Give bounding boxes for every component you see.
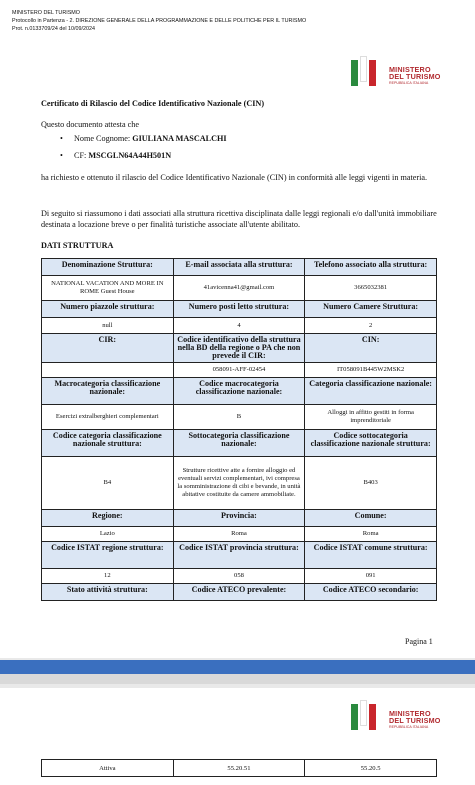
table-header-cell: Sottocategoria classificazione nazionale: [173, 430, 305, 457]
page-separator [0, 660, 475, 674]
table-cell: Attiva [42, 760, 174, 777]
table-header-row [42, 259, 437, 276]
table-cell: 3665032381 [305, 276, 437, 301]
table-cell: Strutture ricettive atte a fornire alloggio ed eventuali servizi complementari, ivi compresa la somministrazione di cibi e bevande, in unità abitative costituite da camere ammobiliate. [173, 457, 305, 510]
table-header-cell: Codice macrocategoria classificazione nazionale: [173, 378, 305, 405]
table-row [42, 405, 437, 430]
table-cell: Roma [305, 527, 437, 542]
table-header-cell: Provincia: [173, 510, 305, 527]
table-header-cell: Codice sottocategoria classificazione nazionale struttura: [305, 430, 437, 457]
table-row [42, 760, 437, 777]
table-cell: 55.20.5 [305, 760, 437, 777]
table-header-cell: Codice ATECO secondario: [305, 584, 437, 601]
table-row [42, 569, 437, 584]
table-header-cell: Numero posti letto struttura: [173, 301, 305, 318]
table-header-row [42, 430, 437, 457]
table-cell: 12 [42, 569, 174, 584]
table-header-cell: Numero Camere Struttura: [305, 301, 437, 318]
name-label: Nome Cognome: [74, 134, 131, 143]
page-gap [0, 674, 475, 684]
structure-table-continued [41, 759, 437, 777]
table-header-cell: CIN: [305, 334, 437, 363]
table-header-row [42, 334, 437, 363]
table-header-row [42, 584, 437, 601]
structure-data-table [41, 258, 437, 601]
header-protocol: Protocollo in Partenza - 2. DIREZIONE GENERALE DELLA PROGRAMMAZIONE E DELLE POLITICHE PER IL TURISMO [12, 18, 307, 24]
paragraph-1: ha richiesto e ottenuto il rilascio del Codice Identificativo Nazionale (CIN) in conformità alle leggi vigenti in materia. [41, 173, 428, 182]
table-header-cell: Codice ISTAT provincia struttura: [173, 542, 305, 569]
table-cell: B [173, 405, 305, 430]
table-header-cell: Telefono associato alla struttura: [305, 259, 437, 276]
table-header-cell: Codice categoria classificazione nazionale struttura: [42, 430, 174, 457]
table-cell: 55.20.51 [173, 760, 305, 777]
paragraph-2: Di seguito si riassumono i dati associati alla struttura ricettiva disciplinata dalle leggi regionali e/o dall'unità immobiliare destinata a locazione breve o per finalità turistiche associate all'utente abilitato. [41, 209, 437, 229]
protocol-header [12, 9, 306, 33]
table-row [42, 276, 437, 301]
table-cell: 4 [173, 318, 305, 334]
table-cell [42, 363, 174, 378]
name-bullet: • Nome Cognome: GIULIANA MASCALCHI [60, 134, 227, 143]
table-header-cell: Codice identificativo della struttura nella BD della regione o PA che non prevede il CIR: [173, 334, 305, 363]
header-number: Prot. n.0133709/24 del 10/09/2024 [12, 26, 96, 32]
table-cell: 058 [173, 569, 305, 584]
table-header-cell: Denominazione Struttura: [42, 259, 174, 276]
table-header-row [42, 301, 437, 318]
ministry-logo-page2: MINISTERO DEL TURISMO REPUBBLICA ITALIANA [351, 703, 447, 733]
table-header-cell: Codice ISTAT comune struttura: [305, 542, 437, 569]
table-header-cell: Codice ATECO prevalente: [173, 584, 305, 601]
table-row [42, 527, 437, 542]
table-cell: B403 [305, 457, 437, 510]
table-header-cell: Stato attività struttura: [42, 584, 174, 601]
table-header-row [42, 542, 437, 569]
table-row [42, 457, 437, 510]
table-header-row [42, 378, 437, 405]
header-ministry: MINISTERO DEL TURISMO [12, 10, 80, 16]
cf-label: CF: [74, 151, 87, 160]
table-cell: IT058091B445W2MSK2 [305, 363, 437, 378]
table-row [42, 363, 437, 378]
section-title: DATI STRUTTURA [41, 241, 114, 250]
table-cell: Alloggi in affitto gestiti in forma imprenditoriale [305, 405, 437, 430]
page-number: Pagina 1 [405, 637, 433, 646]
table-header-cell: Macrocategoria classificazione nazionale: [42, 378, 174, 405]
table-cell: null [42, 318, 174, 334]
table-row [42, 318, 437, 334]
name-value: GIULIANA MASCALCHI [132, 134, 227, 143]
table-cell: B4 [42, 457, 174, 510]
table-header-row [42, 510, 437, 527]
ministry-logo: MINISTERO DEL TURISMO REPUBBLICA ITALIANA [351, 59, 447, 89]
cf-value: MSCGLN64A44H501N [88, 151, 172, 160]
table-cell: 2 [305, 318, 437, 334]
cf-bullet: • CF: MSCGLN64A44H501N [60, 151, 172, 160]
table-cell: Esercizi extralberghieri complementari [42, 405, 174, 430]
table-cell: NATIONAL VACATION AND MORE IN ROME Guest House [42, 276, 174, 301]
table-cell: 091 [305, 569, 437, 584]
table-cell: 058091-AFF-02454 [173, 363, 305, 378]
table-header-cell: Categoria classificazione nazionale: [305, 378, 437, 405]
table-header-cell: Regione: [42, 510, 174, 527]
intro-text: Questo documento attesta che [41, 120, 139, 129]
table-cell: Roma [173, 527, 305, 542]
table-header-cell: Numero piazzole struttura: [42, 301, 174, 318]
table-cell: 41avicenna41@gmail.com [173, 276, 305, 301]
table-header-cell: Codice ISTAT regione struttura: [42, 542, 174, 569]
table-header-cell: Comune: [305, 510, 437, 527]
table-cell: Lazio [42, 527, 174, 542]
table-header-cell: CIR: [42, 334, 174, 363]
table-header-cell: E-mail associata alla struttura: [173, 259, 305, 276]
document-title: Certificato di Rilascio del Codice Identificativo Nazionale (CIN) [41, 99, 265, 108]
